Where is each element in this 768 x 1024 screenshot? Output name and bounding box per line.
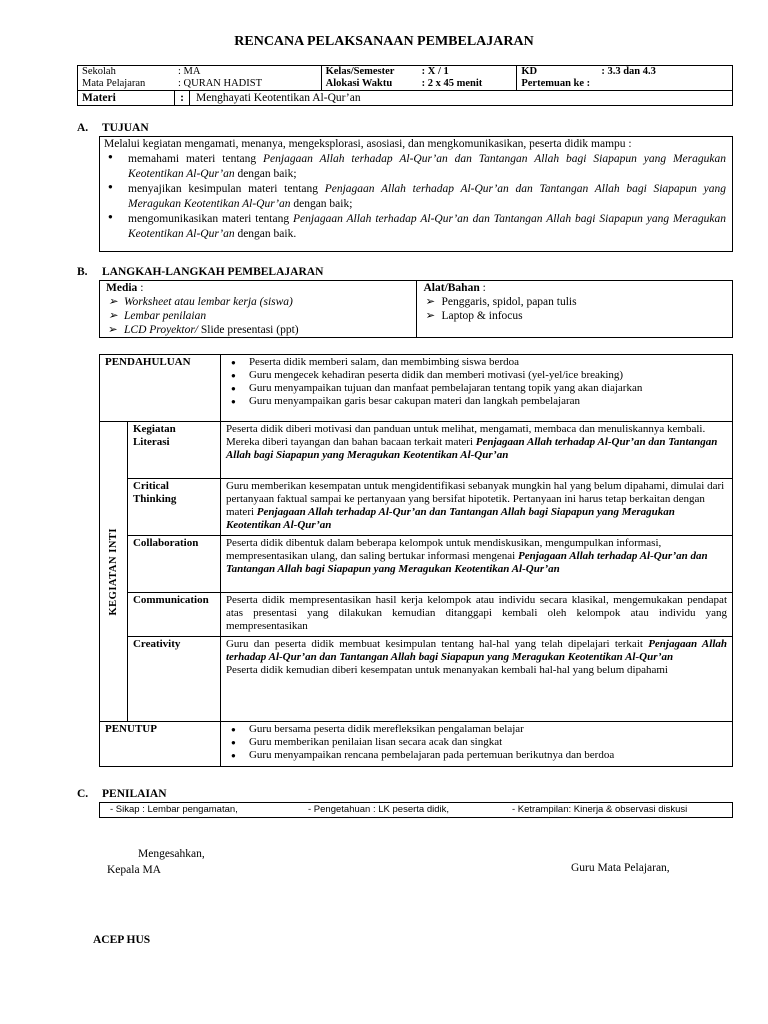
kd-value: : 3.3 dan 4.3: [601, 66, 656, 77]
inti-desc-communication: Peserta didik mempresentasikan hasil kerja kelompok atau individu secara klasikal, mengemukakan pendapat atas presentasi yang dilakukan kemudian ditanggapi kembali oleh kelompok atau individu yang mempresentasikan: [220, 593, 732, 637]
materi-colon: :: [174, 91, 190, 105]
inti-label-cell: [100, 422, 128, 722]
materi-value: Menghayati Keotentikan Al-Qur’an: [196, 92, 361, 104]
penilaian-keterampilan: - Ketrampilan: Kinerja & observasi diskusi: [512, 804, 688, 815]
inti-name-collaboration: Collaboration: [127, 536, 220, 593]
sign-mengesahkan: Mengesahkan,: [138, 848, 205, 860]
inti-name-communication: Communication: [127, 593, 220, 637]
sign-name: ACEP HUS: [93, 934, 151, 946]
materi-label: Materi: [82, 92, 116, 104]
pendahuluan-list: [223, 356, 727, 408]
pendahuluan-item: ● Guru menyampaikan tujuan dan manfaat pembelajaran tentang topik yang akan diajarkan: [223, 382, 727, 395]
section-b-title: LANGKAH-LANGKAH PEMBELAJARAN: [102, 266, 324, 278]
inti-label: KEGIATAN INTI: [107, 527, 119, 616]
pendahuluan-item: ● Guru mengecek kehadiran peserta didik dan memberi motivasi (yel-yel/ice breaking): [223, 369, 727, 382]
materi-row: [78, 91, 733, 106]
alat-item: ➢ Laptop & infocus: [423, 309, 726, 323]
page-title: RENCANA PELAKSANAAN PEMBELAJARAN: [234, 34, 534, 49]
tujuan-item: ● mengomunikasikan materi tentang Penjagaan Allah terhadap Al-Qur’an dan Tantangan Allah bagi Siapapun yang Meragukan Keotentikan Al-Qur’an dengan baik.: [100, 212, 726, 242]
kd-label: KD: [521, 66, 538, 77]
penilaian-sikap: - Sikap : Lembar pengamatan,: [110, 804, 238, 815]
pendahuluan-item: ● Peserta didik memberi salam, dan membimbing siswa berdoa: [223, 356, 727, 369]
alokasi-label: Alokasi Waktu: [325, 78, 393, 89]
sign-guru: Guru Mata Pelajaran,: [571, 862, 670, 874]
section-c-title: PENILAIAN: [102, 788, 167, 800]
media-cell: Media : ➢ Worksheet atau lembar kerja (siswa) ➢ Lembar penilaian ➢ LCD Proyektor/ Slide presentasi (ppt): [100, 281, 417, 338]
media-table: [99, 280, 733, 338]
tujuan-item: ● memahami materi tentang Penjagaan Allah terhadap Al-Qur’an dan Tantangan Allah bagi Siapapun yang Meragukan Keotentikan Al-Qur’an dengan baik;: [100, 152, 726, 182]
alokasi-value: : 2 x 45 menit: [421, 78, 483, 89]
class-cell: [321, 66, 517, 91]
mapel-value: : QURAN HADIST: [178, 78, 262, 89]
tujuan-list: [100, 152, 732, 242]
alat-label: Alat/Bahan: [423, 282, 480, 294]
inti-name-literasi: Kegiatan Literasi: [127, 422, 220, 479]
section-b-heading: [77, 265, 323, 280]
tujuan-item: ● menyajikan kesimpulan materi tentang Penjagaan Allah terhadap Al-Qur’an dan Tantangan Allah bagi Siapapun yang Meragukan Keotentikan Al-Qur’an dengan baik;: [100, 182, 726, 212]
penilaian-box: [99, 802, 733, 818]
tujuan-intro: Melalui kegiatan mengamati, menanya, mengeksplorasi, asosiasi, dan mengkomunikasikan, peserta didik mampu :: [104, 138, 632, 150]
section-a-letter: A.: [77, 122, 89, 134]
kelas-value: : X / 1: [421, 66, 449, 77]
inti-desc-critical: Guru memberikan kesempatan untuk mengidentifikasi sebanyak mungkin hal yang belum dipahami, dimulai dari pertanyaan faktual sampai ke pertanyaan yang bersifat hipotetik. Pertanyaan ini harus tetap berkaitan dengan materi Penjagaan Allah terhadap Al-Qur’an dan Tantangan Allah bagi Siapapun yang Meragukan Keotentikan Al-Qur’an: [220, 479, 732, 536]
school-cell: [78, 66, 322, 91]
section-c-heading: [77, 787, 167, 802]
section-a-title: TUJUAN: [102, 122, 149, 134]
section-a-heading: [77, 121, 149, 136]
penilaian-pengetahuan: - Pengetahuan : LK peserta didik,: [308, 804, 450, 815]
media-item: ➢ Worksheet atau lembar kerja (siswa): [106, 295, 410, 309]
pendahuluan-label: PENDAHULUAN: [100, 355, 221, 422]
inti-desc-creativity: Guru dan peserta didik membuat kesimpulan tentang hal-hal yang telah dipelajari terkait Penjagaan Allah terhadap Al-Qur’an dan Tantangan Allah bagi Siapapun yang Meragukan Keotentikan Al-Qur’an Peserta didik kemudian diberi kesempatan untuk menanyakan kembali hal-hal yang belum dipahami: [220, 637, 732, 722]
tujuan-box: [99, 136, 733, 252]
penutup-item: ● Guru memberikan penilaian lisan secara acak dan singkat: [223, 736, 727, 749]
alat-item: ➢ Penggaris, spidol, papan tulis: [423, 295, 726, 309]
info-table: [77, 65, 733, 106]
inti-name-critical: Critical Thinking: [127, 479, 220, 536]
mapel-label: Mata Pelajaran: [82, 78, 146, 89]
pendahuluan-cell: [220, 355, 732, 422]
sign-kepala: Kepala MA: [107, 864, 161, 876]
pendahuluan-item: ● Guru menyampaikan garis besar cakupan materi dan langkah pembelajaran: [223, 395, 727, 408]
section-b-letter: B.: [77, 266, 88, 278]
alat-cell: Alat/Bahan : ➢ Penggaris, spidol, papan tulis ➢ Laptop & infocus: [417, 281, 733, 338]
penutup-item: ● Guru menyampaikan rencana pembelajaran pada pertemuan berikutnya dan berdoa: [223, 749, 727, 762]
kd-cell: [517, 66, 733, 91]
media-list: [106, 295, 410, 337]
penutup-label: PENUTUP: [100, 722, 221, 767]
alat-list: [423, 295, 726, 323]
pertemuan-label: Pertemuan ke :: [521, 78, 591, 89]
media-label: Media: [106, 282, 138, 294]
kegiatan-table: [99, 354, 733, 767]
media-item: ➢ Lembar penilaian: [106, 309, 410, 323]
sekolah-value: : MA: [178, 66, 201, 77]
inti-name-creativity: Creativity: [127, 637, 220, 722]
sekolah-label: Sekolah: [82, 66, 116, 77]
kelas-label: Kelas/Semester: [325, 66, 395, 77]
penutup-list: [223, 723, 727, 762]
inti-desc-literasi: Peserta didik diberi motivasi dan panduan untuk melihat, mengamati, membaca dan menuliskannya kembali. Mereka diberi tayangan dan bahan bacaan terkait materi Penjagaan Allah terhadap Al-Qur’an dan Tantangan Allah bagi Siapapun yang Meragukan Keotentikan Al-Qur’an: [220, 422, 732, 479]
inti-desc-collaboration: Peserta didik dibentuk dalam beberapa kelompok untuk mendiskusikan, mengumpulkan informasi, mempresentasikan ulang, dan saling bertukar informasi mengenai Penjagaan Allah terhadap Al-Qur’an dan Tantangan Allah bagi Siapapun yang Meragukan Keotentikan Al-Qur’an: [220, 536, 732, 593]
penutup-item: ● Guru bersama peserta didik merefleksikan pengalaman belajar: [223, 723, 727, 736]
media-item: ➢ LCD Proyektor/ Slide presentasi (ppt): [106, 323, 410, 337]
penutup-cell: [220, 722, 732, 767]
section-c-letter: C.: [77, 788, 89, 800]
